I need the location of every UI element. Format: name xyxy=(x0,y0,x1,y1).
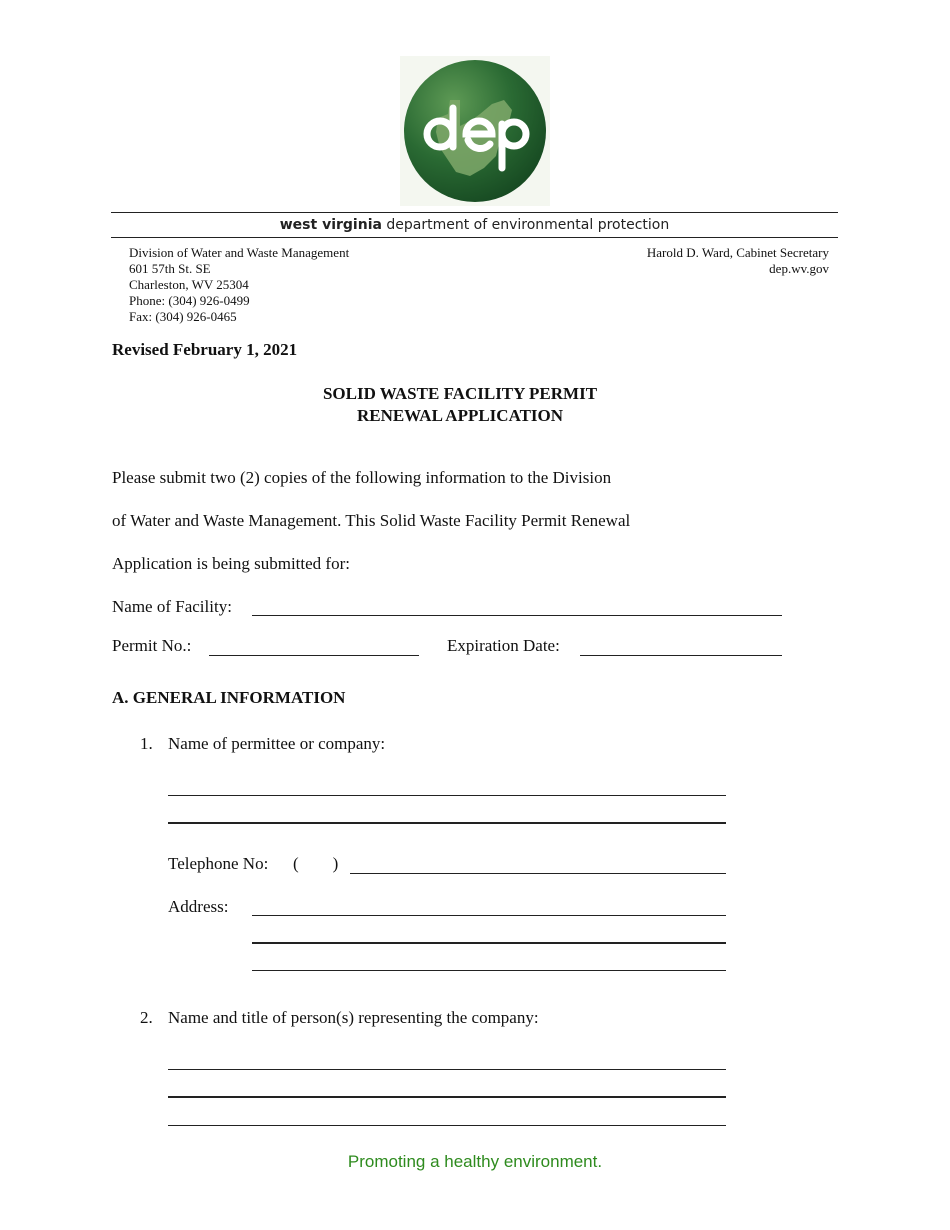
address-line-1[interactable] xyxy=(252,915,726,916)
expiration-date-label: Expiration Date: xyxy=(447,636,560,655)
footer-slogan: Promoting a healthy environment. xyxy=(347,1152,603,1171)
fax-number: Fax: (304) 926-0465 xyxy=(129,309,237,324)
intro-line-3: Application is being submitted for: xyxy=(112,554,350,573)
permit-number-label: Permit No.: xyxy=(112,636,192,655)
street-address: 601 57th St. SE xyxy=(129,261,211,276)
address-label: Address: xyxy=(168,897,229,916)
phone-number: Phone: (304) 926-0499 xyxy=(129,293,250,308)
permittee-name-line-1[interactable] xyxy=(168,795,726,796)
facility-name-label: Name of Facility: xyxy=(112,597,232,616)
cabinet-secretary: Harold D. Ward, Cabinet Secretary xyxy=(646,245,829,260)
item-2-label: Name and title of person(s) representing the company: xyxy=(168,1008,539,1027)
item-2-number: 2. xyxy=(140,1008,153,1027)
facility-name-field[interactable] xyxy=(252,597,782,616)
item-1-number: 1. xyxy=(140,734,153,753)
division-name: Division of Water and Waste Management xyxy=(129,245,350,260)
dep-logo-icon xyxy=(400,56,550,206)
section-a-heading: A. GENERAL INFORMATION xyxy=(112,688,346,707)
dep-logo xyxy=(400,56,550,206)
intro-line-2: of Water and Waste Management. This Solid Waste Facility Permit Renewal xyxy=(112,511,631,530)
title-line-1: SOLID WASTE FACILITY PERMIT xyxy=(322,384,598,403)
permit-number-field[interactable] xyxy=(209,637,419,656)
intro-line-1: Please submit two (2) copies of the following information to the Division xyxy=(112,468,612,487)
telephone-area-code[interactable]: ( ) xyxy=(293,854,339,873)
permittee-name-line-2[interactable] xyxy=(168,822,726,824)
address-line-2[interactable] xyxy=(252,942,726,944)
division-address xyxy=(129,245,349,325)
telephone-field[interactable] xyxy=(350,873,726,874)
agency-banner xyxy=(111,212,838,238)
document-title xyxy=(0,383,920,427)
secretary-info xyxy=(647,245,829,277)
representative-line-1[interactable] xyxy=(168,1069,726,1070)
representative-line-3[interactable] xyxy=(168,1125,726,1126)
revision-date: Revised February 1, 2021 xyxy=(112,340,298,359)
title-line-2: RENEWAL APPLICATION xyxy=(356,406,564,425)
address-line-3[interactable] xyxy=(252,970,726,971)
item-1-label: Name of permittee or company: xyxy=(168,734,386,753)
expiration-date-field[interactable] xyxy=(580,637,782,656)
website-link[interactable]: dep.wv.gov xyxy=(769,261,829,276)
telephone-label: Telephone No: xyxy=(168,854,269,873)
representative-line-2[interactable] xyxy=(168,1096,726,1098)
city-state-zip: Charleston, WV 25304 xyxy=(129,277,249,292)
agency-name-rest: department of environmental protection xyxy=(381,217,670,233)
agency-name-bold: west virginia xyxy=(279,217,382,233)
